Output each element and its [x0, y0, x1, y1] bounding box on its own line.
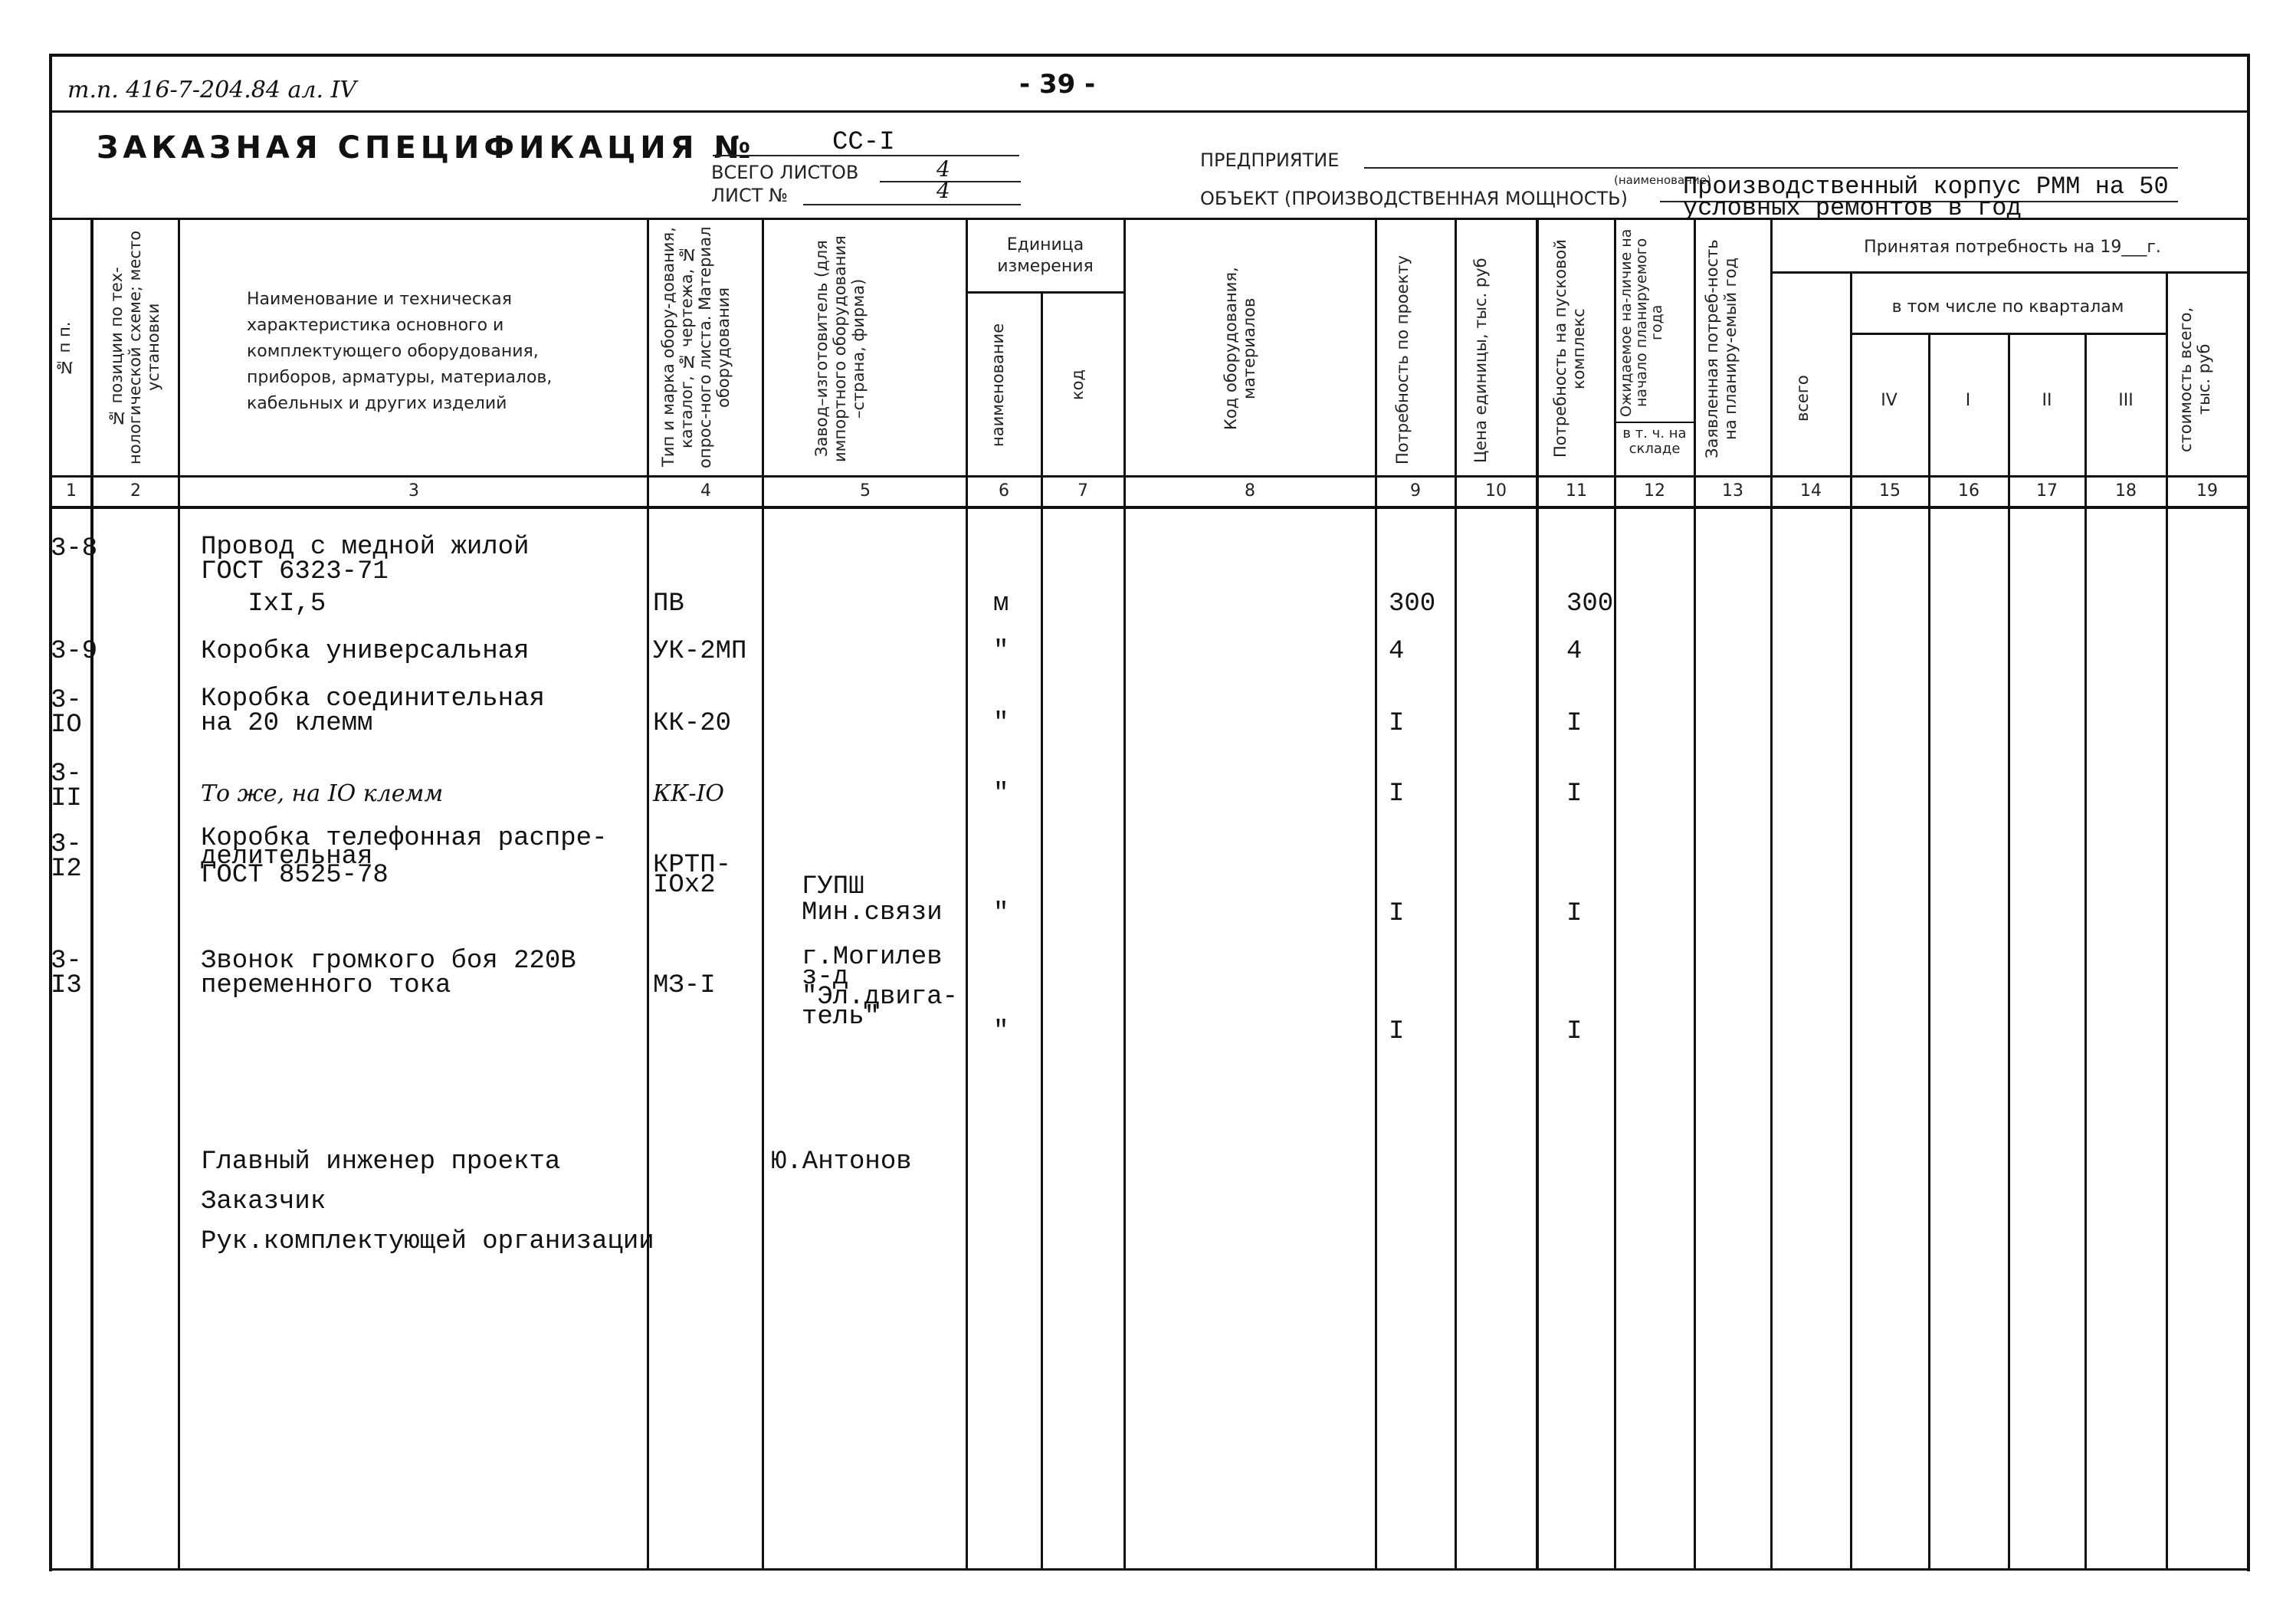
- col-line-14: [1850, 271, 1852, 1570]
- row-position: 3- I2: [51, 830, 82, 884]
- row-need: I: [1389, 1017, 1405, 1046]
- col-line-8: [1375, 218, 1377, 1570]
- row-unit: ": [993, 780, 1009, 809]
- accepted-group-rule: [1770, 271, 2247, 274]
- row-type: УК-2МП: [653, 637, 747, 666]
- page-number: - 39 -: [1019, 69, 1096, 100]
- col-header-4: Тип и марка обору-дования, каталог, № чертежа, № опрос-ного листа. Материал оборудования: [659, 226, 733, 468]
- col-number: 1: [66, 481, 77, 501]
- col-header-7: код: [1068, 369, 1087, 401]
- col-line-5: [966, 218, 968, 1570]
- frame-top: [51, 54, 2250, 57]
- col-line-4: [762, 218, 764, 1570]
- row-start-need: I: [1566, 709, 1583, 738]
- col-header-8: Код оборудования, материалов: [1222, 267, 1258, 431]
- spec-number-underline: [713, 155, 1019, 156]
- col-line-12: [1694, 218, 1696, 1570]
- row-name: Звонок громкого боя 220В переменного тока: [201, 947, 576, 1000]
- row-maker: ГУПШ Мин.связи: [802, 872, 943, 927]
- row-name: Провод с медной жилой ГОСТ 6323-71: [201, 533, 530, 586]
- object-label: ОБЪЕКТ (ПРОИЗВОДСТВЕННАЯ МОЩНОСТЬ): [1200, 188, 1628, 209]
- row-need: I: [1389, 899, 1405, 928]
- name-hint: (наименование): [1614, 173, 1711, 187]
- col-line-9: [1455, 218, 1457, 1570]
- col-header-10: Цена единицы, тыс. руб: [1471, 258, 1490, 463]
- row-start-need: I: [1566, 899, 1583, 928]
- row-type: КРТП- IOx2: [653, 851, 732, 900]
- spec-number: СС-I: [832, 128, 895, 157]
- col-header-14: всего: [1793, 375, 1812, 422]
- c12-sub-rule: [1614, 422, 1694, 423]
- spec-title: ЗАКАЗНАЯ СПЕЦИФИКАЦИЯ №: [97, 130, 756, 166]
- unit-group-rule: [966, 291, 1123, 294]
- row-unit: ": [993, 1017, 1009, 1046]
- row-unit: м: [993, 589, 1009, 619]
- row-position: 3- IO: [51, 686, 82, 740]
- object-value-line2: условных ремонтов в год: [1683, 194, 2022, 222]
- enterprise-label: ПРЕДПРИЯТИЕ: [1200, 149, 1340, 171]
- col-header-5: Завод–изготовитель (для импортного оборудования –страна, фирма): [812, 235, 868, 462]
- unit-group-header: Единица измерения: [997, 235, 1094, 276]
- row-name-size: IxI,5: [201, 589, 326, 619]
- col-number: 4: [700, 481, 711, 501]
- row-type: ПВ: [653, 589, 684, 619]
- col-header-9: Потребность по проекту: [1393, 255, 1412, 465]
- col-header-18: IV: [1881, 391, 1897, 410]
- frame-bottom: [51, 1568, 2250, 1571]
- number-row-rule: [51, 506, 2250, 509]
- col-line-16: [2008, 333, 2010, 1570]
- col-number: 10: [1485, 481, 1507, 501]
- row-type: МЗ-I: [653, 971, 716, 1000]
- col-header-12: Ожидаемое на-личие на начало планируемого года: [1618, 228, 1665, 417]
- sheet-underline: [803, 204, 1021, 205]
- customer-label: Заказчик: [201, 1187, 326, 1216]
- col-number: 7: [1077, 481, 1088, 501]
- col-header-3: Наименование и техническая характеристика основного и комплектующего оборудования, приборов, арматуры, материалов, кабельных и других изделий: [247, 290, 553, 413]
- col-line-10: [1536, 218, 1539, 1570]
- row-start-need: I: [1566, 780, 1583, 809]
- row-position: 3-8: [51, 534, 98, 563]
- col-header-11: Потребность на пусковой комплекс: [1551, 239, 1588, 458]
- row-need: I: [1389, 780, 1405, 809]
- col-header-17: III: [2118, 391, 2134, 410]
- row-need: 4: [1389, 637, 1405, 666]
- col-number: 8: [1245, 481, 1255, 501]
- col-number: 16: [1958, 481, 1979, 501]
- accepted-group-header: Принятая потребность на 19___г.: [1864, 238, 2161, 257]
- col-line-1: [90, 218, 93, 1570]
- enterprise-underline: [1364, 167, 2178, 169]
- row-maker: г.Могилев з-д "Эл.двига- тель": [802, 943, 959, 1032]
- top-strip-rule: [51, 110, 2250, 113]
- chief-engineer-label: Главный инженер проекта: [201, 1147, 561, 1177]
- row-start-need: 4: [1566, 637, 1583, 666]
- row-name: Коробка универсальная: [201, 637, 530, 666]
- row-start-need: I: [1566, 1017, 1583, 1046]
- col-line-7: [1123, 218, 1126, 1570]
- col-header-1: № п п.: [55, 321, 74, 376]
- row-name: Коробка телефонная распре- делительная ГОСТ 8525-78: [201, 824, 608, 890]
- row-position: 3-9: [51, 637, 98, 666]
- header-bottom-rule: [51, 475, 2250, 478]
- total-sheets-value: 4: [936, 156, 950, 182]
- col-header-12-sub: в т. ч. на складе: [1622, 425, 1687, 457]
- row-need: 300: [1389, 589, 1436, 619]
- col-line-13: [1770, 218, 1773, 1570]
- chief-engineer-name: Ю.Антонов: [771, 1147, 912, 1177]
- col-number: 5: [860, 481, 871, 501]
- col-header-19: стоимость всего, тыс. руб: [2176, 307, 2213, 452]
- col-number: 2: [130, 481, 141, 501]
- col-number: 18: [2115, 481, 2137, 501]
- sheet-value: 4: [936, 178, 950, 203]
- col-header-15: I: [1965, 391, 1971, 410]
- total-sheets-underline: [880, 181, 1021, 182]
- sheet-label: ЛИСТ №: [711, 185, 789, 206]
- row-type: КК-20: [653, 709, 732, 738]
- col-number: 13: [1722, 481, 1743, 501]
- doc-reference: т.п. 416-7-204.84 ал. IV: [67, 77, 357, 103]
- row-unit: ": [993, 709, 1009, 738]
- total-sheets-label: ВСЕГО ЛИСТОВ: [711, 162, 859, 183]
- col-number: 14: [1800, 481, 1822, 501]
- row-type: КК-IO: [653, 780, 725, 807]
- col-number: 9: [1410, 481, 1421, 501]
- row-need: I: [1389, 709, 1405, 738]
- frame-right: [2247, 54, 2250, 1571]
- object-value-line1: Производственный корпус РММ на 50: [1683, 172, 2169, 201]
- col-line-15: [1928, 333, 1930, 1570]
- col-header-13: Заявленная потреб-ность на планиру-емый год: [1703, 239, 1740, 458]
- col-number: 17: [2036, 481, 2058, 501]
- col-line-18: [2166, 271, 2168, 1570]
- col-number: 19: [2196, 481, 2218, 501]
- col-number: 11: [1566, 481, 1587, 501]
- org-head-label: Рук.комплектующей организации: [201, 1227, 654, 1256]
- col-header-2: № позиции по тех-нологической схеме; место установки: [107, 230, 162, 465]
- row-name: Коробка соединительная на 20 клемм: [201, 684, 545, 738]
- quarters-group-rule: [1850, 333, 2166, 335]
- col-number: 12: [1644, 481, 1665, 501]
- col-line-2: [178, 218, 180, 1570]
- row-name: То же, на IO клемм: [201, 780, 444, 807]
- col-line-3: [647, 218, 649, 1570]
- col-number: 3: [408, 481, 419, 501]
- row-unit: ": [993, 637, 1009, 666]
- row-start-need: 300: [1566, 589, 1614, 619]
- quarters-group-header: в том числе по кварталам: [1891, 297, 2124, 317]
- col-header-6: наименование: [989, 323, 1007, 447]
- col-header-16: II: [2042, 391, 2052, 410]
- row-unit: ": [993, 899, 1009, 928]
- col-number: 15: [1879, 481, 1901, 501]
- col-line-17: [2084, 333, 2087, 1570]
- row-position: 3- II: [51, 760, 82, 813]
- col-line-11: [1614, 218, 1616, 1570]
- col-number: 6: [999, 481, 1009, 501]
- row-position: 3- I3: [51, 947, 82, 1000]
